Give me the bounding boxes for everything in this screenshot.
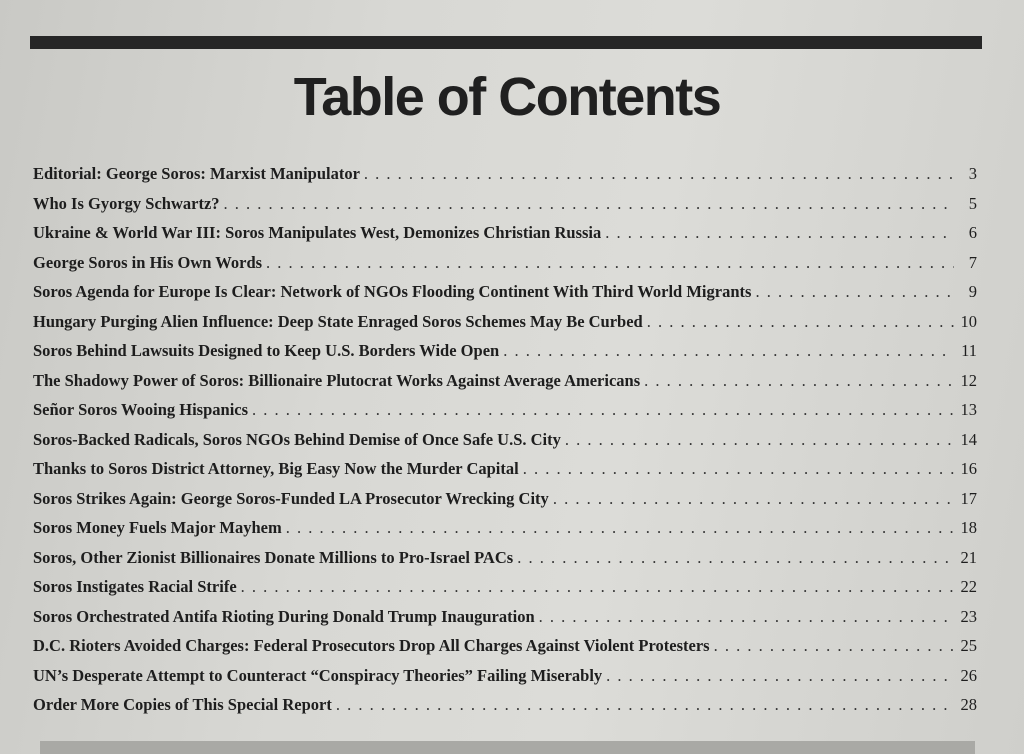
toc-entry-page: 9 <box>968 282 977 301</box>
toc-entry-page: 25 <box>960 636 977 655</box>
toc-entry <box>33 666 977 696</box>
toc-entry-title: UN’s Desperate Attempt to Counteract “Conspiracy Theories” Failing Miserably <box>33 665 603 685</box>
dot-leader <box>539 607 954 627</box>
toc-entry <box>33 371 977 401</box>
toc-entry-title: Soros Strikes Again: George Soros-Funded LA Prosecutor Wrecking City <box>33 488 549 508</box>
toc-entry-title: Soros Agenda for Europe Is Clear: Network of NGOs Flooding Continent With Third World Migrants <box>33 282 752 301</box>
toc-entry <box>33 430 977 460</box>
dot-leader <box>517 548 954 568</box>
toc-entry <box>33 607 977 637</box>
bottom-band <box>40 741 975 754</box>
toc-entry <box>33 194 977 224</box>
toc-entry <box>33 548 977 578</box>
toc-entry <box>33 282 977 312</box>
dot-leader <box>644 371 954 391</box>
toc-entry-title: Hungary Purging Alien Influence: Deep State Enraged Soros Schemes May Be Curbed <box>33 311 643 331</box>
dot-leader <box>605 223 954 243</box>
toc-entry-title: Señor Soros Wooing Hispanics <box>33 400 249 419</box>
toc-entry-page: 13 <box>960 400 977 419</box>
toc-entry-title: Soros-Backed Radicals, Soros NGOs Behind Demise of Once Safe U.S. City <box>33 429 561 449</box>
toc-entry-title: Soros Instigates Racial Strife <box>33 577 237 596</box>
toc-entry <box>33 341 977 371</box>
toc-entry <box>33 489 977 519</box>
dot-leader <box>606 666 954 686</box>
toc-entry-page: 11 <box>961 341 977 360</box>
toc-entry-page: 23 <box>960 606 977 626</box>
toc-entry <box>33 312 977 342</box>
toc-entry <box>33 695 977 725</box>
toc-entry-title: Soros Orchestrated Antifa Rioting During Donald Trump Inauguration <box>33 606 535 626</box>
page-title: Table of Contents <box>293 67 721 127</box>
toc-entry <box>33 518 977 548</box>
toc-entry <box>33 636 977 666</box>
toc-entry-page: 3 <box>968 164 977 183</box>
dot-leader <box>565 430 954 450</box>
toc-entry <box>33 400 977 430</box>
toc-entry <box>33 164 977 194</box>
dot-leader <box>286 518 954 538</box>
toc-entry-title: Ukraine & World War III: Soros Manipulates West, Demonizes Christian Russia <box>33 223 602 242</box>
dot-leader <box>755 282 954 302</box>
dot-leader <box>523 459 954 479</box>
toc-entry <box>33 223 977 253</box>
toc-entry-title: The Shadowy Power of Soros: Billionaire Plutocrat Works Against Average Americans <box>33 370 641 390</box>
toc-entry <box>33 459 977 489</box>
toc-entry-page: 28 <box>960 695 977 714</box>
toc-entry-title: D.C. Rioters Avoided Charges: Federal Prosecutors Drop All Charges Against Violent Protesters <box>33 636 710 655</box>
dot-leader <box>647 312 954 332</box>
table-of-contents <box>33 164 977 725</box>
toc-entry-page: 21 <box>960 547 977 567</box>
dot-leader <box>266 253 954 273</box>
toc-entry-page: 18 <box>960 518 977 537</box>
dot-leader <box>714 636 954 656</box>
toc-entry-page: 5 <box>968 193 977 213</box>
toc-entry-page: 26 <box>960 665 977 685</box>
dot-leader <box>553 489 954 509</box>
toc-entry <box>33 577 977 607</box>
toc-entry-page: 22 <box>960 577 977 596</box>
dot-leader <box>336 695 954 715</box>
toc-entry-page: 14 <box>960 429 977 449</box>
toc-entry-title: Soros Behind Lawsuits Designed to Keep U.S. Borders Wide Open <box>33 341 500 360</box>
dot-leader <box>252 400 954 420</box>
toc-entry-page: 10 <box>960 311 977 331</box>
toc-entry-page: 16 <box>960 459 977 478</box>
top-rule <box>30 36 982 49</box>
toc-entry-title: Editorial: George Soros: Marxist Manipulator <box>33 164 360 183</box>
toc-entry-title: Thanks to Soros District Attorney, Big Easy Now the Murder Capital <box>33 459 519 478</box>
toc-entry-title: Soros Money Fuels Major Mayhem <box>33 518 282 537</box>
dot-leader <box>241 577 954 597</box>
toc-entry-title: George Soros in His Own Words <box>33 252 263 272</box>
toc-entry-title: Who Is Gyorgy Schwartz? <box>33 193 220 213</box>
toc-entry-title: Order More Copies of This Special Report <box>33 695 332 714</box>
dot-leader <box>503 341 954 361</box>
toc-entry-page: 6 <box>968 223 977 242</box>
toc-entry <box>33 253 977 283</box>
toc-entry-page: 12 <box>960 370 977 390</box>
toc-entry-page: 7 <box>968 252 977 272</box>
dot-leader <box>224 194 954 214</box>
dot-leader <box>364 164 954 184</box>
toc-entry-page: 17 <box>960 488 977 508</box>
toc-entry-title: Soros, Other Zionist Billionaires Donate Millions to Pro-Israel PACs <box>33 547 514 567</box>
